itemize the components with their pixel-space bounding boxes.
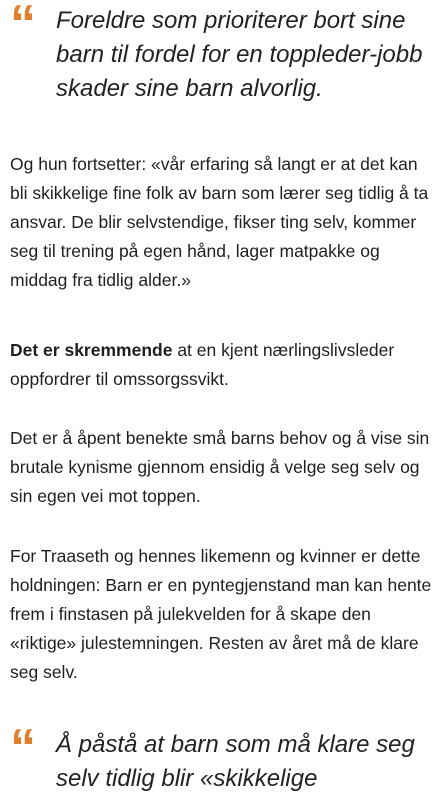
emphasis-text: Det er skremmende <box>10 340 173 360</box>
paragraph-quote-continuation: Og hun fortsetter: «vår erfaring så langt er at det kan bli skikkelige fine folk av barn som lærer seg tidlig å ta ansvar. De blir selvstendige, fikser ting selv, kommer seg til trening på egen hånd, lager matpakke og middag fra tidlig alder.» <box>10 154 429 290</box>
pull-quote-top <box>10 0 430 106</box>
quote-mark-icon: “ <box>10 719 32 777</box>
quote-mark-icon: “ <box>10 0 32 53</box>
paragraph-frightening <box>10 336 436 394</box>
paragraph-text: at en kjent nærlingslivsleder oppfordrer til omssorgssvikt. <box>10 340 395 389</box>
pull-quote-text: Å påstå at barn som må klare seg selv tidlig blir «skikkelige <box>56 731 415 792</box>
pull-quote-text: Foreldre som prioriterer bort sine barn til fordel for en toppleder-jobb skader sine barn alvorlig. <box>56 7 423 102</box>
pull-quote-bottom <box>10 719 430 796</box>
paragraph-attitude: For Traaseth og hennes likemenn og kvinner er dette holdningen: Barn er en pyntegjenstand man kan hente frem i finstasen på julekvelden for å skape den «riktige» julestemningen. Resten av året må de klare seg selv. <box>10 546 432 682</box>
paragraph-denial: Det er å åpent benekte små barns behov og å vise sin brutale kynisme gjennom ensidig å velge seg selv og sin egen vei mot toppen. <box>10 428 430 506</box>
